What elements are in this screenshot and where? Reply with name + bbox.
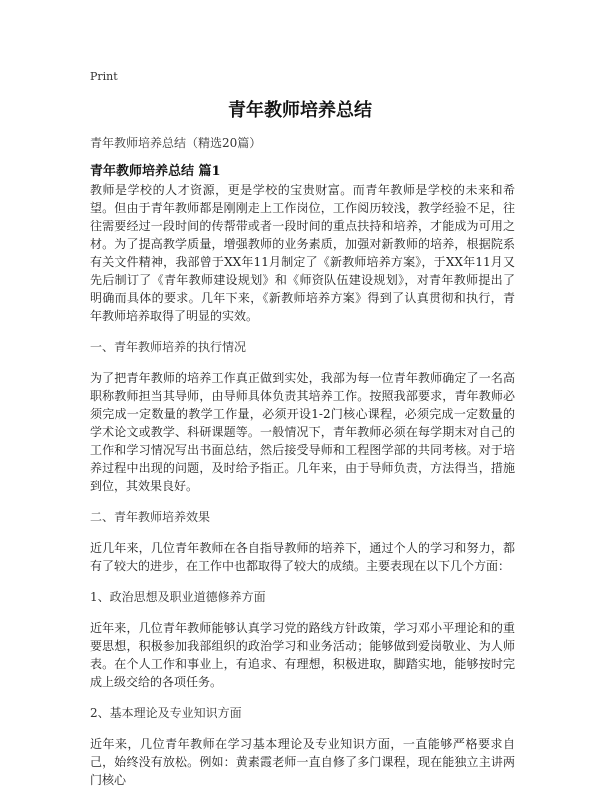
heading-execution: 一、青年教师培养的执行情况 bbox=[90, 340, 247, 354]
document-subtitle: 青年教师培养总结（精选20篇） bbox=[90, 136, 262, 150]
section-heading: 青年教师培养总结 篇1 bbox=[90, 164, 221, 179]
paragraph-execution: 为了把青年教师的培养工作真正做到实处，我部为每一位青年教师确定了一名高职称教师担当其导师，由导师具体负责其培养工作。按照我部要求，青年教师必须完成一定数量的教学工作量，必须开设1-2门核心课程，必须完成一定数量的学术论文或教学、科研课题等。一般情况下，青年教师必须在每学期末对自己的工作和学习情况写出书面总结，然后接受导师和工程图学部的共同考核。对于培养过程中出现的问题，及时给予指正。几年来，由于导师负责，方法得当，措施到位，其效果良好。 bbox=[90, 371, 515, 493]
paragraph-theory: 近年来，几位青年教师在学习基本理论及专业知识方面，一直能够严格要求自己，始终没有放松。例如：黄素霞老师一直自修了多门课程，现在能独立主讲两门核心 bbox=[90, 737, 515, 787]
document-title: 青年教师培养总结 bbox=[228, 100, 372, 121]
paragraph-intro: 教师是学校的人才资源，更是学校的宝贵财富。而青年教师是学校的未来和希望。但由于青年教师都是刚刚走上工作岗位，工作阅历较浅，教学经验不足，往往需要经过一段时间的传帮带或者一段时间的重点扶持和培养，才能成为可用之材。为了提高教学质量，增强教师的业务素质，加强对新教师的培养，根据院系有关文件精神，我部曾于XX年11月制定了《新教师培养方案》，于XX年11月又先后制订了《青年教师建设规划》和《师资队伍建设规划》，对青年教师提出了明确而具体的要求。几年下来，《新教师培养方案》得到了认真贯彻和执行，青年教师培养取得了明显的实效。 bbox=[90, 183, 515, 323]
heading-effects: 二、青年教师培养效果 bbox=[90, 510, 211, 524]
paragraph-effects: 近几年来，几位青年教师在各自指导教师的培养下，通过个人的学习和努力，都有了较大的进步，在工作中也都取得了较大的成绩。主要表现在以下几个方面： bbox=[90, 541, 515, 573]
heading-political: 1、政治思想及职业道德修养方面 bbox=[90, 590, 266, 604]
heading-theory: 2、基本理论及专业知识方面 bbox=[90, 706, 242, 720]
paragraph-political: 近年来，几位青年教师能够认真学习党的路线方针政策，学习邓小平理论和的重要思想，积极参加我部组织的政治学习和业务活动；能够做到爱岗敬业、为人师表。在个人工作和事业上，有追求、有理想，积极进取，脚踏实地，能够按时完成上级交给的各项任务。 bbox=[90, 621, 515, 689]
print-label: Print bbox=[90, 70, 118, 83]
document-body bbox=[90, 181, 515, 802]
